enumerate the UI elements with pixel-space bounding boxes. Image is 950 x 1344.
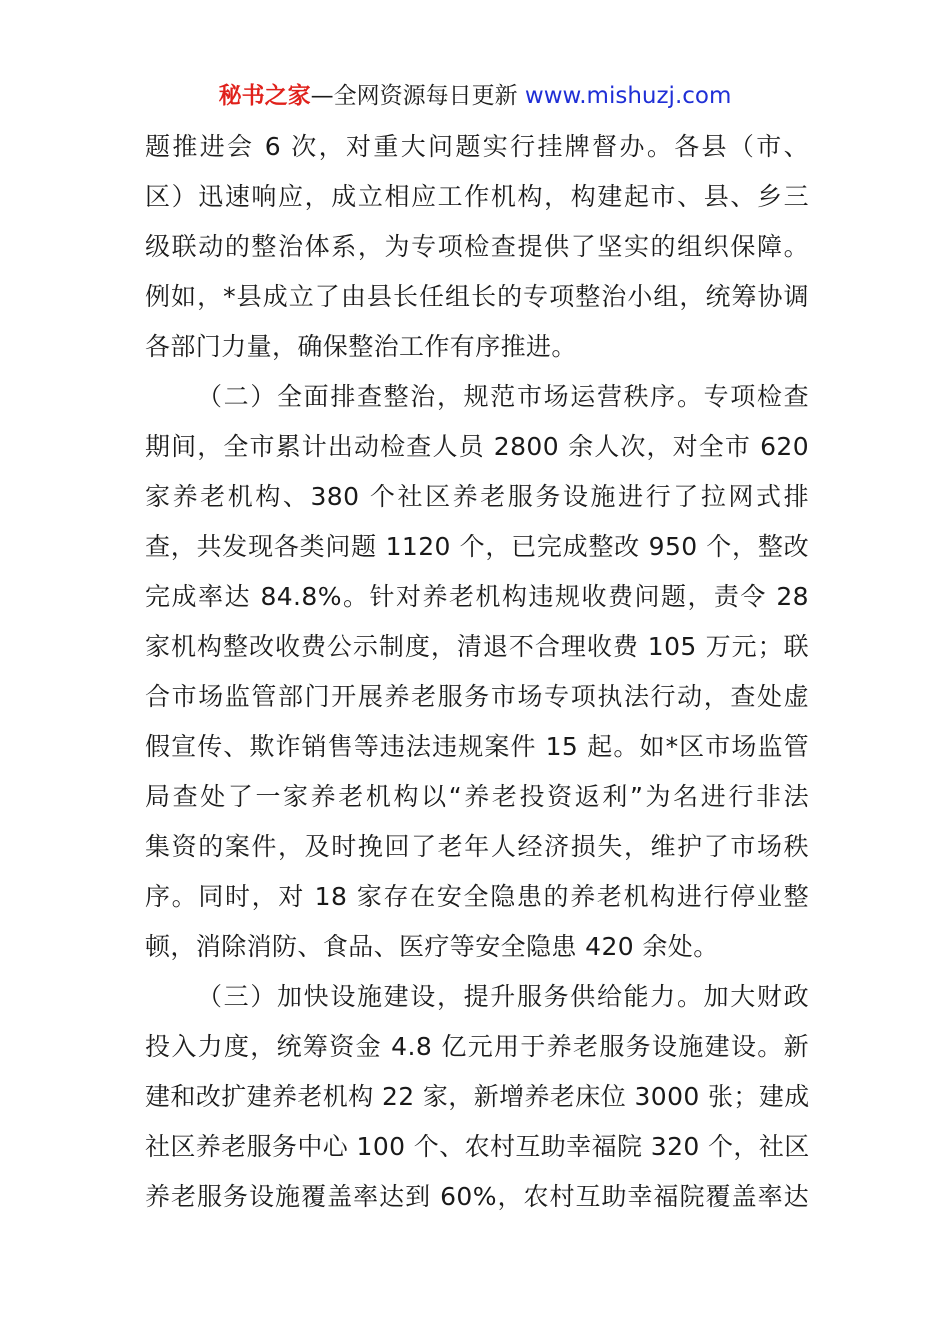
- body-line: 社区养老服务中心 100 个、农村互助幸福院 320 个，社区: [145, 1132, 810, 1161]
- section-heading-line: （三）加快设施建设，提升服务供给能力。加大财政: [197, 982, 809, 1011]
- body-line: 各部门力量，确保整治工作有序推进。: [145, 332, 577, 361]
- body-line: 投入力度，统筹资金 4.8 亿元用于养老服务设施建设。新: [145, 1032, 809, 1061]
- body-line: 序。同时，对 18 家存在安全隐患的养老机构进行停业整: [145, 882, 809, 911]
- body-line: 建和改扩建养老机构 22 家，新增养老床位 3000 张；建成: [145, 1082, 810, 1111]
- body-line: 区）迅速响应，成立相应工作机构，构建起市、县、乡三: [145, 182, 809, 211]
- body-line: 家养老机构、380 个社区养老服务设施进行了拉网式排: [145, 482, 809, 511]
- site-header: [0, 80, 950, 112]
- section-heading-line: （二）全面排查整治，规范市场运营秩序。专项检查: [197, 382, 809, 411]
- body-line: 集资的案件，及时挽回了老年人经济损失，维护了市场秩: [145, 832, 809, 861]
- body-line: 级联动的整治体系，为专项检查提供了坚实的组织保障。: [145, 232, 809, 261]
- body-line: 顿，消除消防、食品、医疗等安全隐患 420 余处。: [145, 932, 719, 961]
- body-line: 查，共发现各类问题 1120 个，已完成整改 950 个，整改: [145, 532, 809, 561]
- site-brand: 秘书之家: [218, 83, 311, 109]
- body-line: 例如，*县成立了由县长任组长的专项整治小组，统筹协调: [145, 282, 809, 311]
- body-line: 局查处了一家养老机构以“养老投资返利”为名进行非法: [145, 782, 809, 811]
- body-line: 家机构整改收费公示制度，清退不合理收费 105 万元；联: [145, 632, 809, 661]
- site-tagline: —全网资源每日更新: [310, 83, 518, 109]
- body-line: 完成率达 84.8%。针对养老机构违规收费问题，责令 28: [145, 582, 809, 611]
- body-line: 养老服务设施覆盖率达到 60%，农村互助幸福院覆盖率达: [145, 1182, 809, 1211]
- site-url-link[interactable]: www.mishuzj.com: [524, 83, 732, 109]
- document-body: [145, 122, 809, 1222]
- body-line: 题推进会 6 次，对重大问题实行挂牌督办。各县（市、: [145, 132, 809, 161]
- body-line: 期间，全市累计出动检查人员 2800 余人次，对全市 620: [145, 432, 809, 461]
- body-line: 合市场监管部门开展养老服务市场专项执法行动，查处虚: [145, 682, 809, 711]
- body-line: 假宣传、欺诈销售等违法违规案件 15 起。如*区市场监管: [145, 732, 809, 761]
